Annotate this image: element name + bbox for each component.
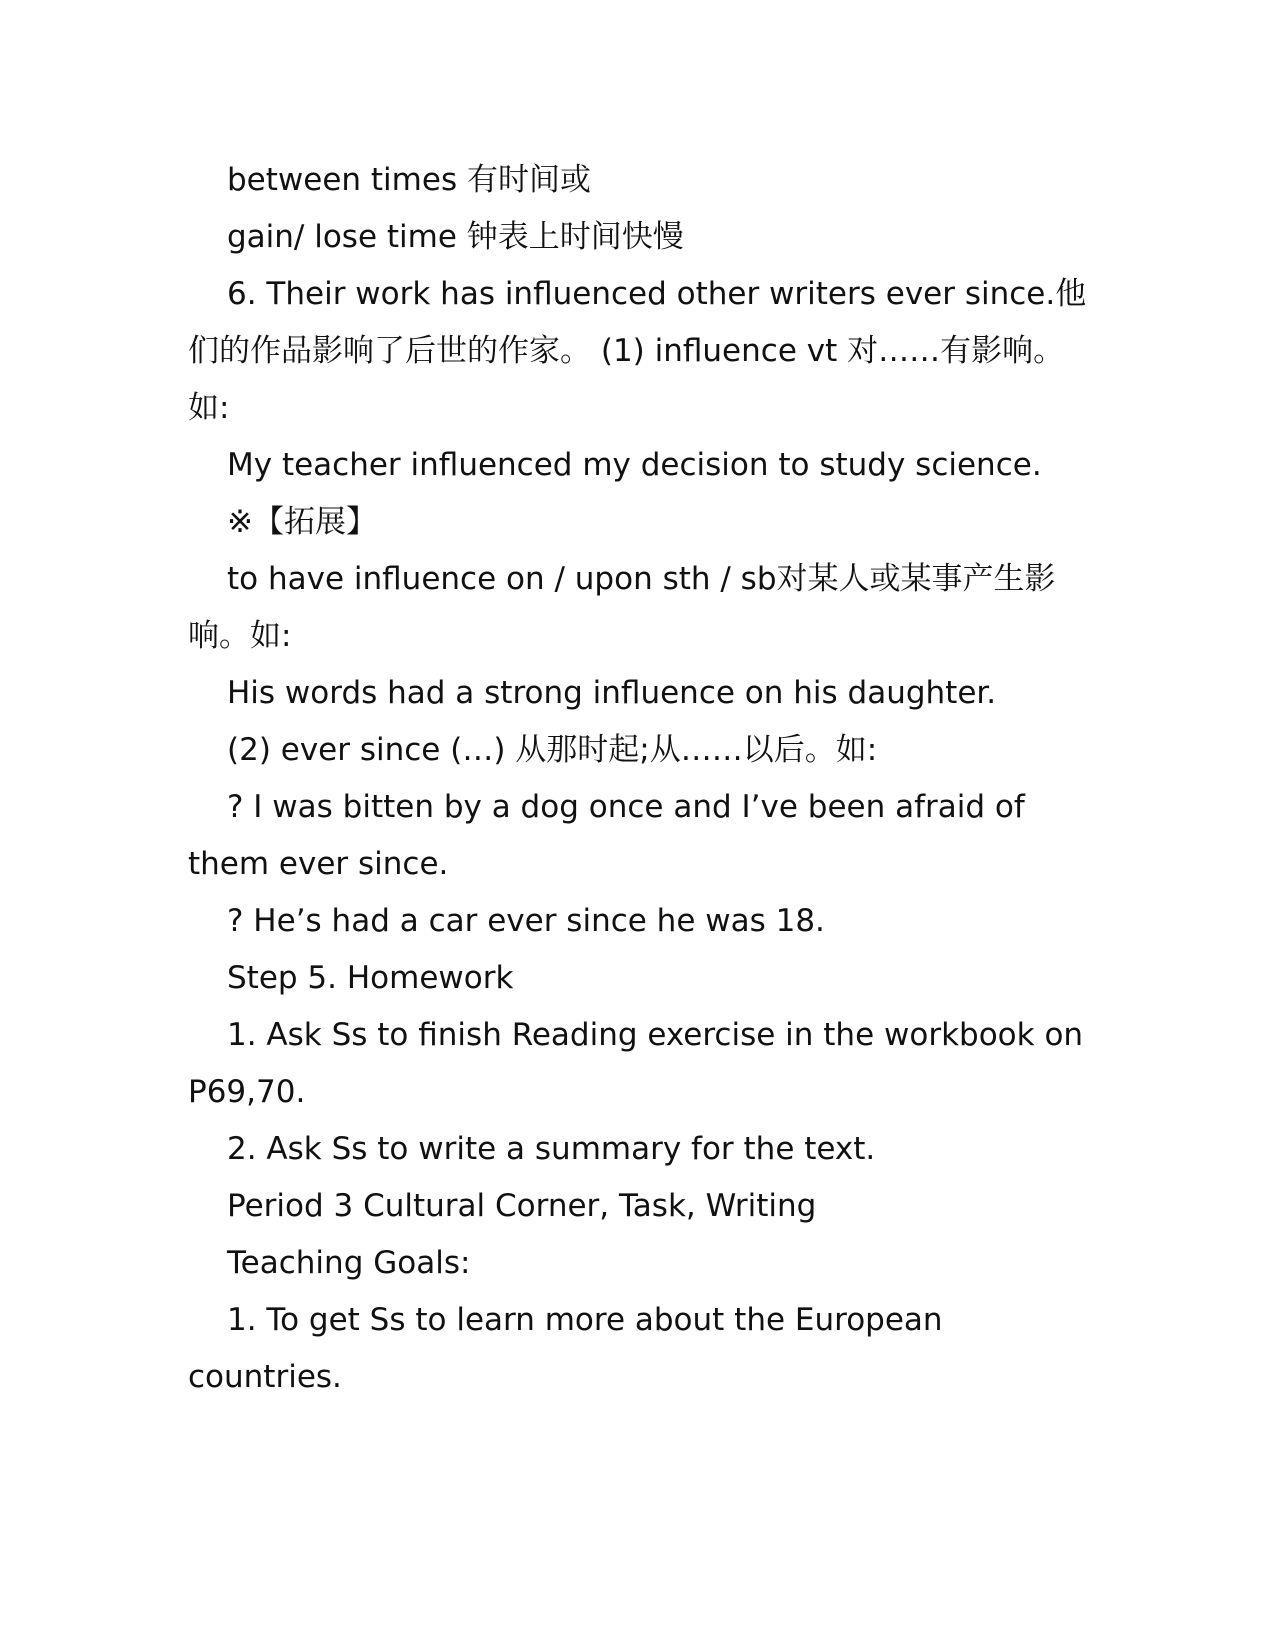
paragraph-example-words: His words had a strong influence on his daughter.	[227, 675, 997, 711]
paragraph-homework-2: 2. Ask Ss to write a summary for the text.	[227, 1131, 876, 1167]
paragraph-goal-1: 1. To get Ss to learn more about the European countries.	[188, 1302, 943, 1395]
paragraph-gain-lose-time: gain/ lose time 钟表上时间快慢	[227, 219, 684, 255]
paragraph-example-teacher: My teacher influenced my decision to study science.	[227, 447, 1042, 483]
paragraph-extension-heading: ※【拓展】	[227, 504, 377, 540]
paragraph-teaching-goals: Teaching Goals:	[227, 1245, 471, 1281]
paragraph-example-dog: ? I was bitten by a dog once and I’ve been afraid of them ever since.	[188, 789, 1025, 882]
paragraph-ever-since: (2) ever since (…) 从那时起;从……以后。如:	[227, 732, 878, 768]
paragraph-period-3: Period 3 Cultural Corner, Task, Writing	[227, 1188, 817, 1224]
paragraph-have-influence: to have influence on / upon sth / sb对某人或某事产生影响。如:	[188, 561, 1056, 654]
document-body	[188, 152, 1088, 1406]
paragraph-item-6: 6. Their work has influenced other writers ever since.他们的作品影响了后世的作家。 (1) influence vt 对……有影响。如:	[188, 276, 1087, 426]
paragraph-step-5: Step 5. Homework	[227, 960, 514, 996]
paragraph-example-car: ? He’s had a car ever since he was 18.	[227, 903, 825, 939]
paragraph-homework-1: 1. Ask Ss to finish Reading exercise in the workbook on P69,70.	[188, 1017, 1084, 1110]
paragraph-between-times: between times 有时间或	[227, 162, 591, 198]
